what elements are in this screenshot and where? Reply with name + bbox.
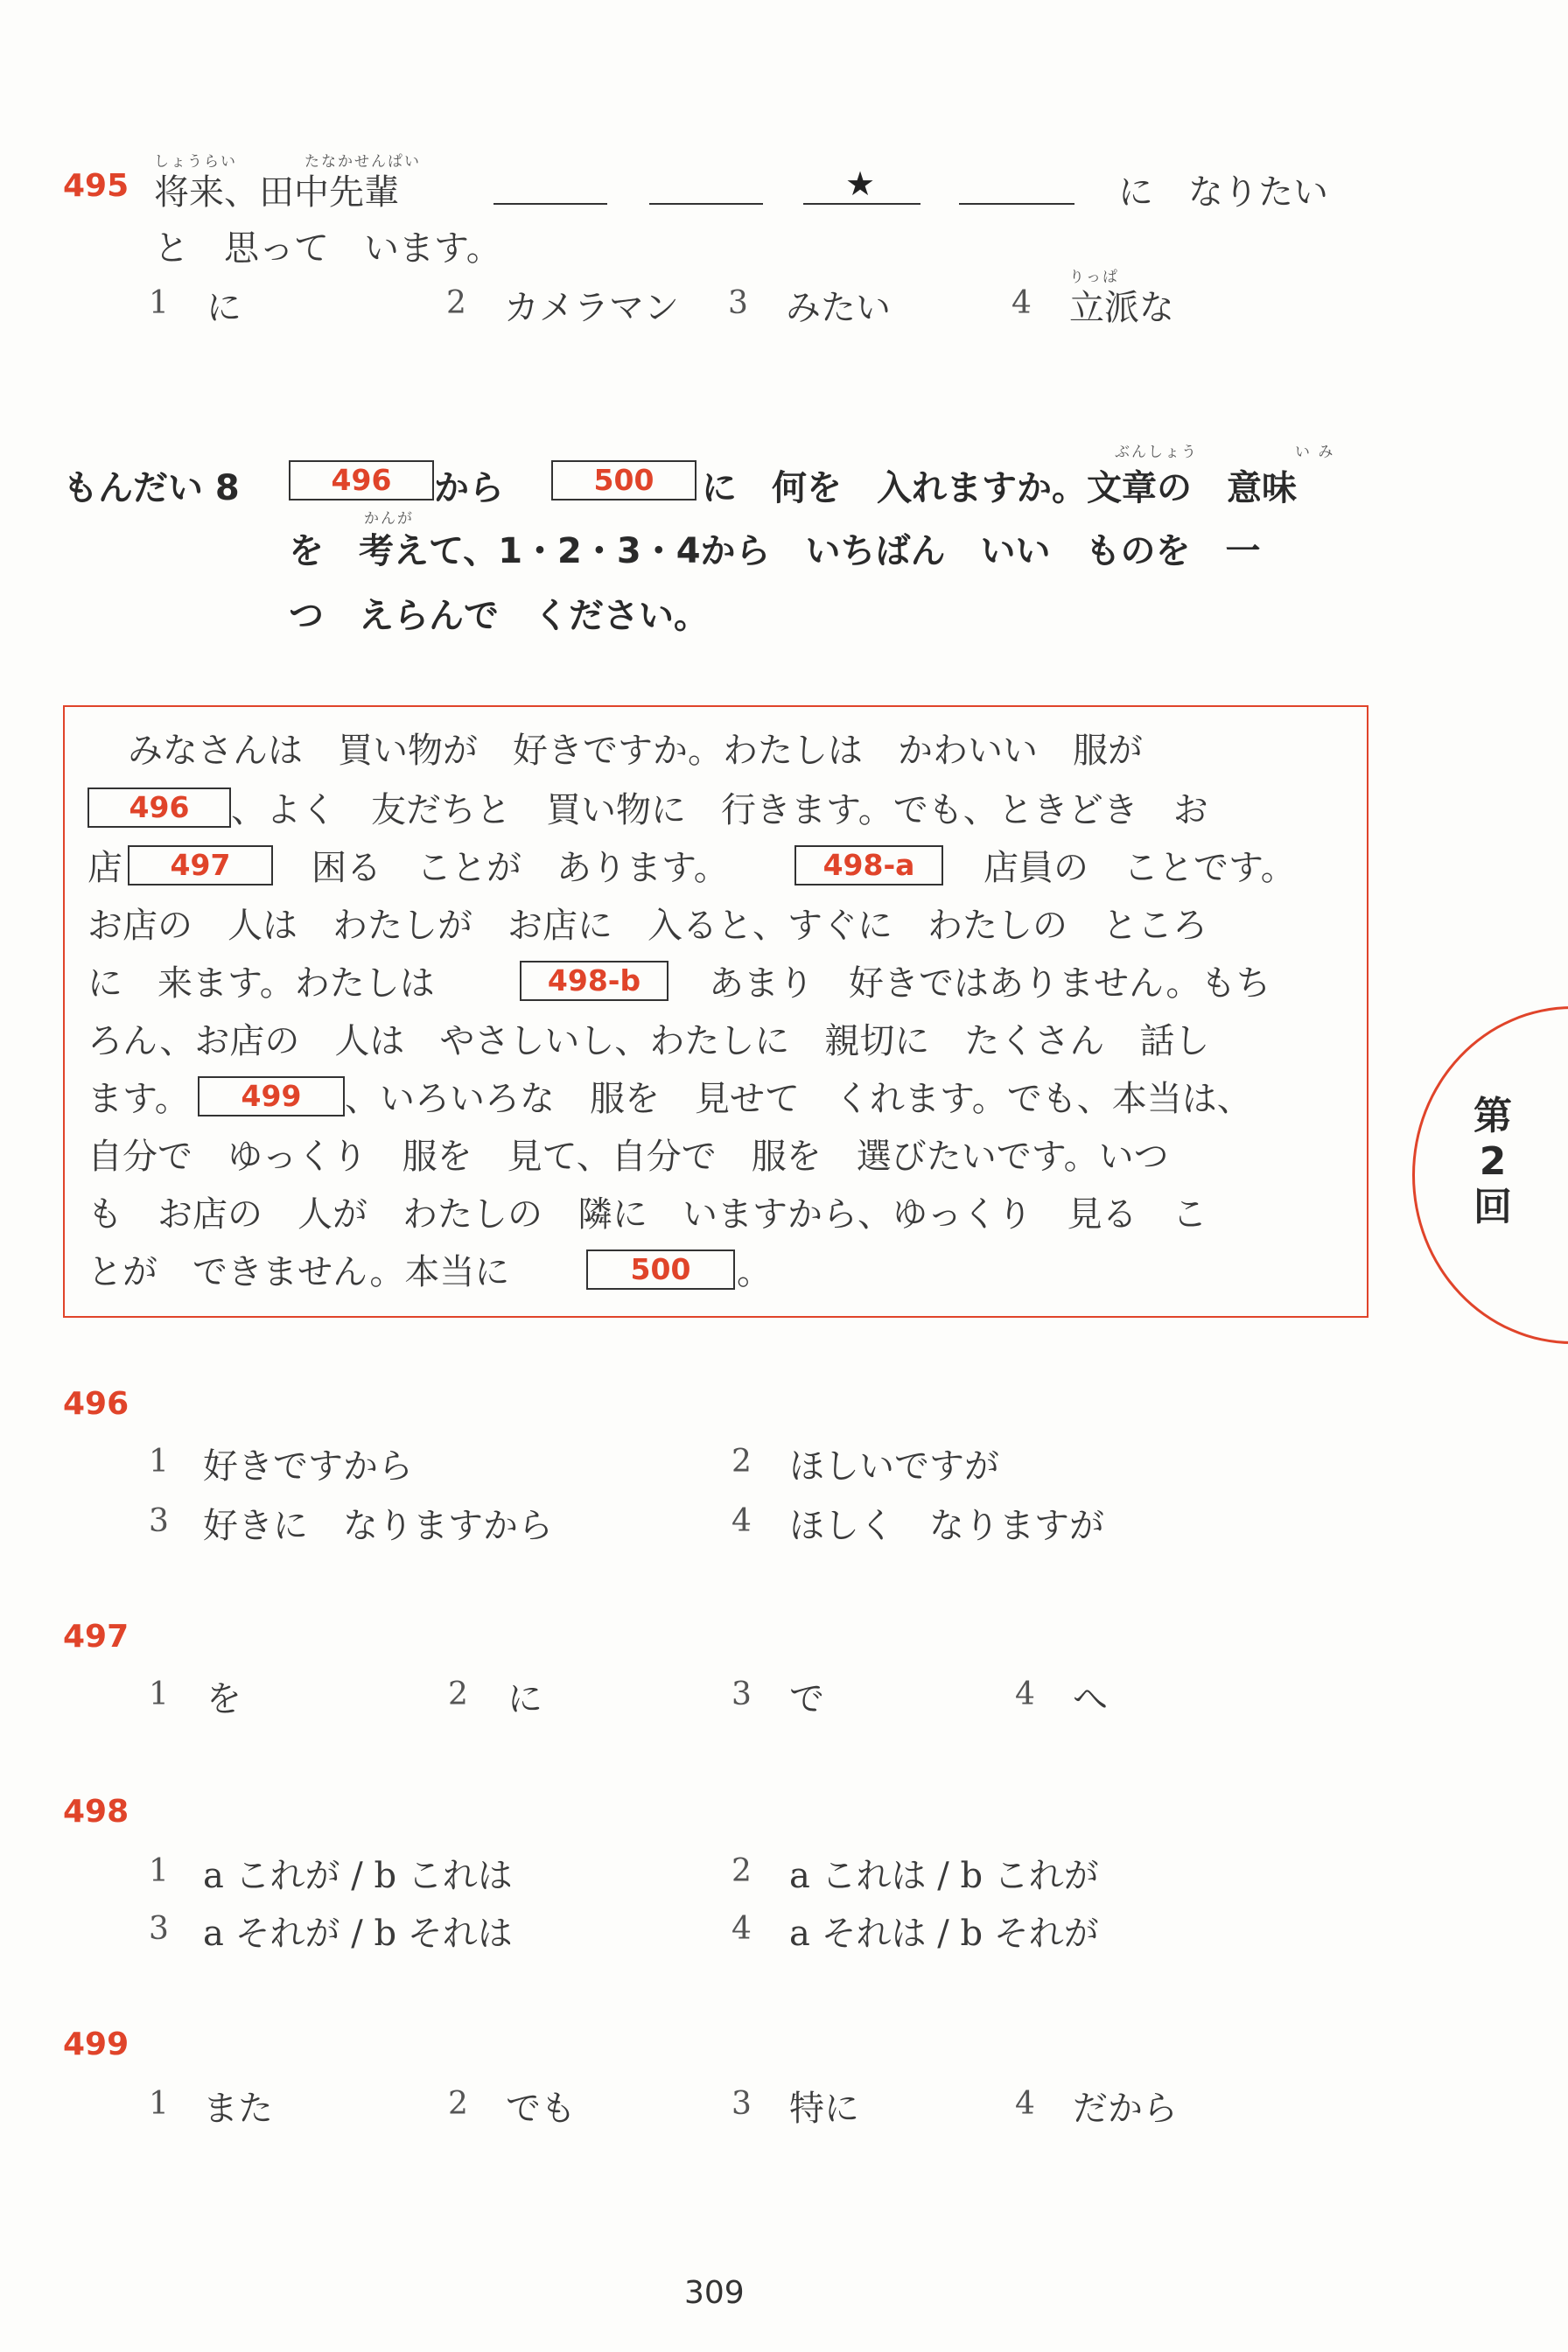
passage-line: 。: [737, 1252, 772, 1292]
option-text: カメラマン: [504, 288, 679, 328]
option-number: 4: [732, 1503, 752, 1539]
option-text: a それは / b それが: [789, 1914, 1099, 1954]
option-number: 2: [732, 1853, 752, 1889]
option-number: 2: [448, 2086, 468, 2122]
furigana: たなかせんぱい: [304, 153, 421, 171]
option-number: 2: [732, 1444, 752, 1480]
answer-blank: [959, 203, 1074, 205]
option-number: 4: [1015, 2086, 1035, 2122]
option-text: a これは / b これが: [789, 1856, 1099, 1896]
instruction-text: に 何を 入れますか。文章の 意味: [702, 468, 1297, 508]
option-text: で: [789, 1679, 824, 1719]
section-label: もんだい 8: [63, 468, 240, 508]
option-number: 1: [149, 2086, 169, 2122]
option-text: また: [203, 2089, 273, 2129]
option-number: 3: [732, 1676, 752, 1712]
furigana: しょうらい: [154, 153, 237, 171]
option-text: a それが / b それは: [203, 1914, 513, 1954]
answer-blank: [649, 203, 763, 205]
question-number: 497: [63, 1619, 130, 1655]
option-number: 3: [149, 1911, 169, 1947]
answer-blank: [803, 203, 920, 205]
chapter-tab-label: 第 2 回: [1474, 1094, 1512, 1229]
option-number: 3: [732, 2086, 752, 2122]
passage-line: みなさんは 買い物が 好きですか。わたしは かわいい 服が: [128, 731, 1143, 771]
question-text-end: に なりたい: [1118, 172, 1328, 213]
question-text-line2: と 思って います。: [154, 228, 501, 269]
option-number: 3: [728, 285, 748, 321]
furigana: ぶんしょう: [1115, 444, 1198, 461]
answer-blank: [494, 203, 607, 205]
star-marker-icon: ★: [845, 164, 876, 203]
option-number: 1: [149, 1676, 169, 1712]
option-text: に: [206, 288, 242, 328]
passage-line: に 来ます。わたしは: [88, 963, 435, 1004]
option-text: 好きに なりますから: [203, 1506, 553, 1546]
option-text: に: [508, 1679, 542, 1719]
option-text: a これが / b これは: [203, 1856, 513, 1896]
option-text: ほしく なりますが: [789, 1506, 1104, 1546]
blank-ref-box: 499: [198, 1076, 345, 1116]
option-number: 4: [732, 1911, 752, 1947]
option-number: 1: [149, 1444, 169, 1480]
option-number: 3: [149, 1503, 169, 1539]
option-text: みたい: [786, 288, 891, 328]
passage-line: 、よく 友だちと 買い物に 行きます。でも、ときどき お: [231, 790, 1208, 830]
passage-line: 困る ことが あります。: [312, 848, 729, 888]
option-text: だから: [1073, 2089, 1178, 2129]
blank-ref-box: 498-b: [520, 961, 668, 1001]
question-number: 496: [63, 1386, 130, 1422]
instruction-text: から: [434, 468, 504, 508]
passage-line: も お店の 人が わたしの 隣に いますから、ゆっくり 見る こ: [88, 1194, 1208, 1235]
option-text: 立派な: [1069, 288, 1174, 328]
passage-line: お店の 人は わたしが お店に 入ると、すぐに わたしの ところ: [88, 906, 1208, 946]
question-text: 将来、田中先輩: [154, 172, 399, 213]
passage-line: ます。: [88, 1079, 190, 1119]
blank-ref-box: 498-a: [794, 845, 943, 886]
question-number: 495: [63, 168, 130, 204]
option-number: 4: [1015, 1676, 1035, 1712]
option-number: 2: [448, 1676, 468, 1712]
question-number: 498: [63, 1794, 130, 1830]
passage-line: 店: [88, 848, 122, 888]
passage-line: あまり 好きではありません。もち: [709, 963, 1271, 1004]
blank-ref-box: 496: [88, 788, 231, 828]
option-text: へ: [1073, 1679, 1108, 1719]
option-text: 特に: [789, 2089, 859, 2129]
passage-line: とが できません。本当に: [88, 1252, 510, 1292]
passage-line: 店員の ことです。: [984, 848, 1296, 888]
page-number: 309: [684, 2275, 745, 2311]
option-text: を: [206, 1679, 242, 1719]
instruction-text: つ えらんで ください。: [289, 596, 709, 636]
option-number: 4: [1012, 285, 1032, 321]
passage-line: ろん、お店の 人は やさしいし、わたしに 親切に たくさん 話し: [88, 1021, 1210, 1061]
blank-ref-box: 496: [289, 460, 434, 500]
option-text: 好きですから: [203, 1446, 413, 1487]
passage-line: 、いろいろな 服を 見せて くれます。でも、本当は、: [345, 1079, 1252, 1119]
instruction-text: を 考えて、1・2・3・4から いちばん いい ものを 一: [289, 531, 1261, 571]
furigana: かんが: [364, 510, 414, 528]
blank-ref-box: 500: [586, 1250, 735, 1290]
question-number: 499: [63, 2026, 130, 2062]
option-text: ほしいですが: [789, 1446, 999, 1487]
blank-ref-box: 500: [551, 460, 696, 500]
blank-ref-box: 497: [128, 845, 273, 886]
passage-line: 自分で ゆっくり 服を 見て、自分で 服を 選びたいです。いつ: [88, 1137, 1169, 1177]
furigana: い み: [1295, 444, 1335, 461]
option-number: 2: [446, 285, 466, 321]
option-text: でも: [506, 2089, 576, 2129]
option-number: 1: [149, 1853, 169, 1889]
furigana: りっぱ: [1069, 269, 1119, 286]
option-number: 1: [149, 285, 169, 321]
